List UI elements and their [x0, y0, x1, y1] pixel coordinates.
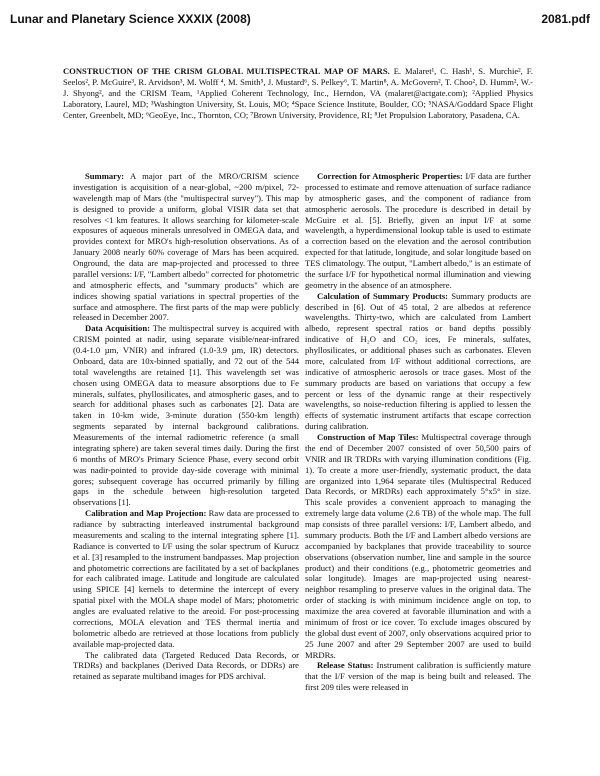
paragraph-text: Raw data are processed to radiance by subtracting interleaved instrumental background measurements and scaling to the internal integrating sphere [1]. Radiance is converted to I/F using the solar spectrum of Kurucz et al. [3] resampled to the instrument bandpasses. Map projection and photometric corrections are facilitated by a set of backplanes for each calibrated image. Latitude and longitude are calculated using SPICE [4] kernels to determine the intercept of every spatial pixel with the MOLA shape model of Mars; photometric angles are evaluated relative to the areoid. For post-processing corrections, MOLA elevation and TES thermal inertia and bolometric albedo are retrieved at those locations from publicly available map-projected data. — [73, 508, 299, 649]
authors-affiliations: E. Malaret¹, C. Hash¹, S. Murchie², F. Seelos², P. McGuire³, R. Arvidson³, M. Wolff ⁴, M. Smith⁵, J. Mustard⁶, S. Pelkey⁶, T. Martin⁸, A. McGovern², T. Choo², D. Humm², W.-J. Shyong², and the CRISM Team, ¹Applied Coherent Technology, Inc., Herndon, VA (malaret@actgate.com); ²Applied Physics Laboratory, Laurel, MD; ³Washington University, St. Louis, MO; ⁴Space Science Institute, Boulder, CO; ⁵NASA/Goddard Space Flight Center, Greenbelt, MD; ⁶GeoEye, Inc., Thornton, CO; ⁷Brown University, Providence, RI; ⁸Jet Propulsion Laboratory, Pasadena, CA. — [63, 66, 533, 120]
page-header — [10, 12, 590, 26]
paragraph — [305, 660, 531, 693]
title-block — [63, 66, 533, 121]
section-heading: Release Status: — [317, 660, 374, 671]
paragraph — [73, 323, 299, 508]
section-heading: Summary: — [85, 171, 125, 181]
paragraph-text: I/F data are further processed to estimate and remove attenuation of surface radiance by atmospheric gases, and the component of radiance from atmospheric aerosols. The procedure is described in detail by McGuire et al. [5]. Briefly, given an input I/F at some wavelength, a hyperdimensional lookup table is used to estimate a correction based on the elevation and the aerosol contribution expected for that latitude, longitude, and solar longitude based on TES climatology. The output, "Lambert albedo," is an estimate of the surface I/F for hypothetical normal illumination and viewing geometry in the absence of an atmosphere. — [305, 171, 531, 290]
paragraph-text: Instrument calibration is sufficiently mature that the I/F version of the map is being built and released. The first 209 tiles were released in — [305, 660, 531, 693]
paragraph — [73, 650, 299, 683]
paragraph-text: A major part of the MRO/CRISM science investigation is acquisition of a near-global, ~200 m/pixel, 72-wavelength map of Mars (the "multispectral survey"). This map is designed to provide a uniform, global VISIR data set that resolves <1 km features. It allows searching for kilometer-scale exposures of aqueous minerals unresolved in OMEGA data, and provides context for MRO's high-resolution observations. As of January 2008 nearly 60% coverage of Mars has been acquired. Onground, the data are map-projected and processed to three parallel versions: I/F, "Lambert albedo" corrected for photometric and atmospheric effects, and "summary products" which are indices showing spatial variations in spectral properties of the surface and atmosphere. The first parts of the map were publicly released in December 2007. — [73, 171, 299, 323]
paragraph-text: The calibrated data (Targeted Reduced Data Records, or TRDRs) and backplanes (Derived Data Records, or DDRs) are retained as separate multiband images for PDS archival. — [73, 649, 299, 682]
section-heading: Calculation of Summary Products: — [317, 290, 449, 301]
section-heading: Calibration and Map Projection: — [85, 508, 207, 519]
section-heading: Data Acquisition: — [85, 323, 150, 334]
paragraph-text: The multispectral survey is acquired with CRISM pointed at nadir, using separate visible/near-infrared (0.4-1.0 µm, VNIR) and infrared (1.0-3.9 µm, IR) detectors. Onboard, data are 10x-binned spatially, and 72 out of the 544 total wavelengths are retained [1]. This wavelength set was chosen using OMEGA data to measure absorptions due to Fe minerals, sulfates, phyllosilicates, and atmospheric gases, and to search for additional phases such as carbonates [2]. Data are taken in 10-km wide, 3-minute duration (550-km length) segments separated by internal background calibrations. Measurements of the internal radiometric reference (a small integrating sphere) are taken several times daily. During the first 6 months of MRO's Primary Science Phase, every second orbit was nadir-pointed to provide day-side coverage with minimal gores; subsequent coverage has occurred primarily by filling gaps in the schedule between high-resolution targeted observations [1]. — [73, 323, 299, 508]
paragraph — [305, 291, 531, 432]
paragraph-text: Summary products are described in [6]. Out of 45 total, 2 are albedos at reference wavelengths. Thirty-two, which are calculated from Lambert albedo, represent spectral ratios or band depths possibly indicative of H₂O and CO₂ ices, Fe minerals, sulfates, phyllosilicates, or additional phases such as carbonates. Eleven more, calculated from I/F without additional corrections, are indicative of atmospheric aerosols or trace gases. Most of the summary products are based on variations that occupy a few percent or less of the dynamic range at their respectively wavelengths, so noise-reduction filtering is applied to lessen the effects of systematic instrument artifacts that escape correction during calibration. — [305, 290, 532, 432]
section-heading: Construction of Map Tiles: — [317, 432, 419, 442]
paragraph — [305, 171, 531, 291]
paper-title: CONSTRUCTION OF THE CRISM GLOBAL MULTISPECTRAL MAP OF MARS. — [63, 66, 390, 76]
left-column — [73, 171, 299, 682]
paragraph — [305, 432, 531, 660]
document-id: 2081.pdf — [541, 12, 590, 26]
paragraph — [73, 171, 299, 323]
paragraph-text: Multispectral coverage through the end of December 2007 consisted of over 50,500 pairs of VNIR and IR TRDRs with varying illumination conditions (Fig. 1). To create a more user-friendly, systematic product, the data are organized into 1,964 separate tiles (Multispectral Reduced Data Records, or MRDRs) each approximately 5°x5° in size. This scale provides a convenient approach to managing the extremely large data volume (2.6 TB) of the whole map. The full map consists of three parallel versions: I/F, Lambert albedo, and summary products. Both the I/F and Lambert albedo versions are accompanied by backplanes that provide traceability to source observations (observation number, line and sample in the source product) and their conditions (e.g., photometric geometries and solar longitude). Images are map-projected using nearest-neighbor resampling to preserve values in the original data. The order of stacking is with minimum incidence angle on top, to maximize the area covered at favorable illumination and with a minimum of frost or ice cover. To exclude images obscured by the global dust event of 2007, only observations acquired prior to 25 June 2007 and after 29 September 2007 are used to build MRDRs. — [305, 432, 531, 660]
paragraph — [73, 508, 299, 649]
conference-name: Lunar and Planetary Science XXXIX (2008) — [10, 12, 251, 26]
right-column — [305, 171, 531, 693]
section-heading: Correction for Atmospheric Properties: — [317, 171, 463, 181]
